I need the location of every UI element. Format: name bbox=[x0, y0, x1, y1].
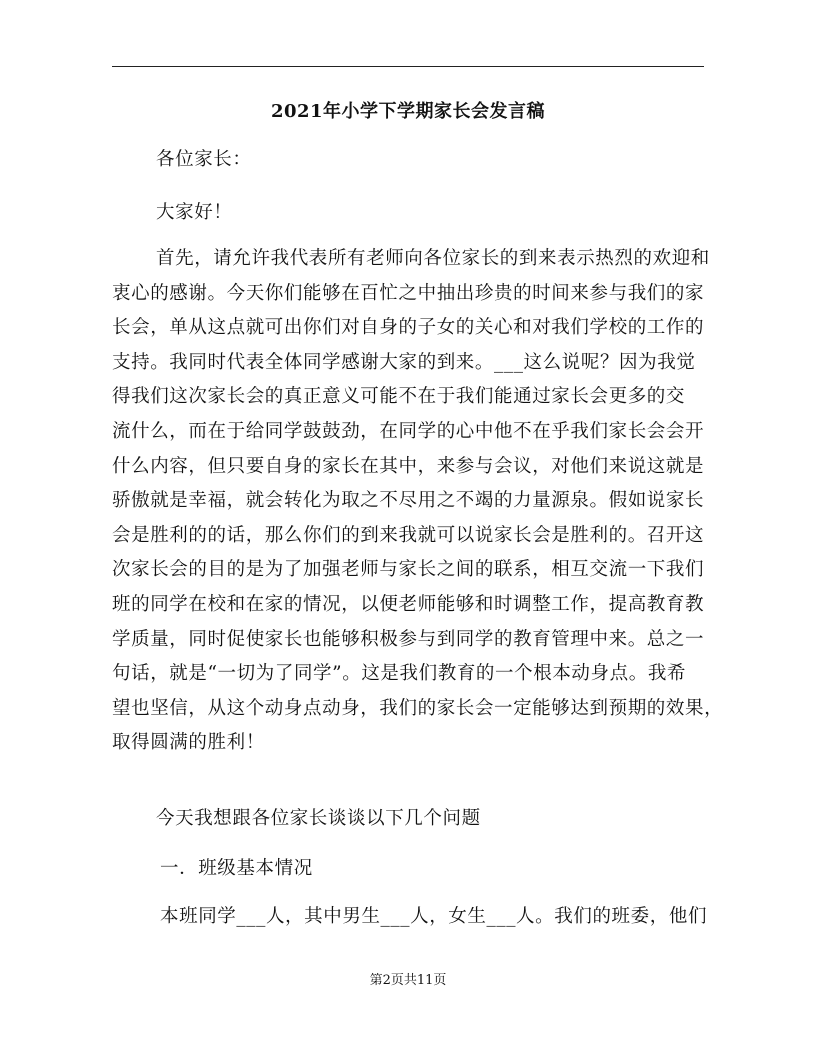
hello-line: 大家好！ bbox=[156, 202, 233, 223]
header-rule bbox=[112, 66, 704, 67]
paragraph-line: 学质量，同时促使家长也能够积极参与到同学的教育管理中来。总之一 bbox=[112, 628, 705, 650]
greeting-line: 各位家长： bbox=[156, 149, 252, 170]
paragraph-line: 得我们这次家长会的真正意义可能不在于我们能通过家长会更多的交 bbox=[112, 386, 686, 408]
topics-intro: 今天我想跟各位家长谈谈以下几个问题 bbox=[156, 808, 481, 829]
paragraph-line: 取得圆满的胜利！ bbox=[112, 732, 265, 754]
paragraph-line: 衷心的感谢。今天你们能够在百忙之中抽出珍贵的时间来参与我们的家 bbox=[112, 282, 705, 304]
main-paragraph bbox=[112, 242, 724, 761]
class-count-line: 本班同学___人，其中男生___人，女生___人。我们的班委，他们 bbox=[160, 906, 708, 927]
paragraph-line: 长会，单从这点就可出你们对自身的子女的关心和对我们学校的工作的 bbox=[112, 317, 705, 339]
paragraph-line: 句话，就是“一切为了同学”。这是我们教育的一个根本动身点。我希 bbox=[112, 663, 687, 685]
paragraph-line: 骄傲就是幸福，就会转化为取之不尽用之不竭的力量源泉。假如说家长 bbox=[112, 490, 705, 512]
paragraph-line: 望也坚信，从这个动身点动身，我们的家长会一定能够达到预期的效果， bbox=[112, 697, 724, 719]
paragraph-line: 什么内容，但只要自身的家长在其中，来参与会议，对他们来说这就是 bbox=[112, 455, 705, 477]
section-heading: 一．班级基本情况 bbox=[160, 858, 313, 879]
document-title: 2021年小学下学期家长会发言稿 bbox=[270, 101, 546, 122]
paragraph-line: 流什么，而在于给同学鼓鼓劲，在同学的心中他不在乎我们家长会会开 bbox=[112, 420, 705, 442]
paragraph-line: 班的同学在校和在家的情况，以便老师能够和时调整工作，提高教育教 bbox=[112, 593, 705, 615]
paragraph-line: 首先，请允许我代表所有老师向各位家长的到来表示热烈的欢迎和 bbox=[156, 248, 710, 269]
paragraph-line: 会是胜利的的话，那么你们的到来我就可以说家长会是胜利的。召开这 bbox=[112, 524, 705, 546]
paragraph-line: 支持。我同时代表全体同学感谢大家的到来。___这么说呢？因为我觉 bbox=[112, 351, 696, 373]
paragraph-line: 次家长会的目的是为了加强老师与家长之间的联系，相互交流一下我们 bbox=[112, 559, 705, 581]
page-number: 第2页共11页 bbox=[369, 973, 447, 988]
